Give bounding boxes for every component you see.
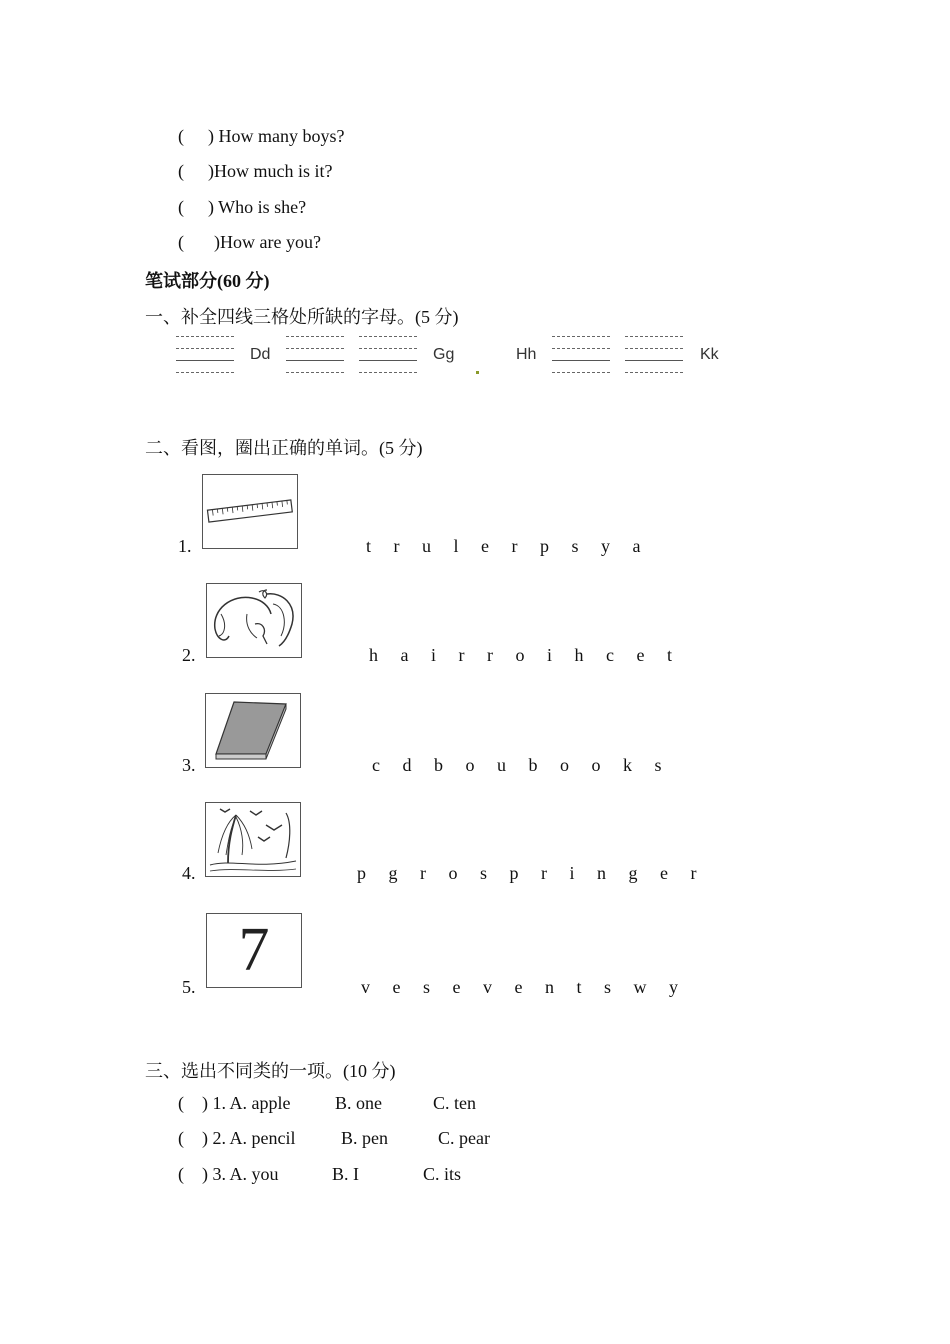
section1-title: 一、补全四线三格处所缺的字母。(5 分) xyxy=(145,307,459,327)
four-line-grid[interactable] xyxy=(176,336,234,376)
option-b: B. I xyxy=(332,1164,359,1184)
letter-chain[interactable]: t r u l e r p s y a xyxy=(366,536,650,556)
option-c: C. its xyxy=(423,1164,462,1184)
item-number: 4. xyxy=(182,863,196,883)
letter-kk: Kk xyxy=(700,346,719,363)
hair-icon xyxy=(206,583,302,658)
answer-paren[interactable]: ( xyxy=(178,232,184,252)
question-text: )How much is it? xyxy=(208,161,333,181)
letter-chain[interactable]: p g r o s p r i n g e r xyxy=(357,863,706,883)
choice-paren[interactable]: ( xyxy=(178,1128,184,1148)
item-number: 2. xyxy=(182,645,196,665)
letter-chain[interactable]: h a i r r o i h c e t xyxy=(369,645,681,665)
option-b: B. one xyxy=(335,1093,382,1113)
seven-icon xyxy=(206,913,302,988)
dot-mark xyxy=(476,371,479,374)
letter-gg: Gg xyxy=(433,346,455,363)
digit-seven: 7 xyxy=(238,916,270,984)
four-line-grid[interactable] xyxy=(359,336,417,376)
item-number: 3. xyxy=(182,755,196,775)
item-number: 5. xyxy=(182,977,196,997)
section3-title: 三、选出不同类的一项。(10 分) xyxy=(145,1061,396,1081)
letter-dd: Dd xyxy=(250,346,271,363)
question-text: ) Who is she? xyxy=(208,197,307,217)
letter-chain[interactable]: c d b o u b o o k s xyxy=(372,755,671,775)
choice-question: ) 1. A. apple xyxy=(202,1093,291,1113)
answer-paren[interactable]: ( xyxy=(178,126,184,146)
ruler-icon xyxy=(202,474,298,549)
option-c: C. pear xyxy=(438,1128,490,1148)
letter-chain[interactable]: v e s e v e n t s w y xyxy=(361,977,687,997)
book-icon xyxy=(205,693,301,768)
question-text: ) How many boys? xyxy=(208,126,345,146)
option-c: C. ten xyxy=(433,1093,476,1113)
choice-question: ) 3. A. you xyxy=(202,1164,279,1184)
four-line-grid[interactable] xyxy=(625,336,683,376)
four-line-grid[interactable] xyxy=(552,336,610,376)
answer-paren[interactable]: ( xyxy=(178,197,184,217)
option-b: B. pen xyxy=(341,1128,388,1148)
choice-question: ) 2. A. pencil xyxy=(202,1128,296,1148)
question-line xyxy=(178,232,321,253)
item-number: 1. xyxy=(178,536,192,556)
question-line xyxy=(178,126,344,147)
question-line xyxy=(178,161,332,182)
choice-paren[interactable]: ( xyxy=(178,1164,184,1184)
choice-paren[interactable]: ( xyxy=(178,1093,184,1113)
written-section-header: 笔试部分(60 分) xyxy=(145,271,270,291)
question-line xyxy=(178,197,306,218)
letter-hh: Hh xyxy=(516,346,537,363)
spring-icon xyxy=(205,802,301,877)
answer-paren[interactable]: ( xyxy=(178,161,184,181)
four-line-grid[interactable] xyxy=(286,336,344,376)
question-text: )How are you? xyxy=(214,232,321,252)
section2-title: 二、看图，圈出正确的单词。(5 分) xyxy=(145,438,423,458)
